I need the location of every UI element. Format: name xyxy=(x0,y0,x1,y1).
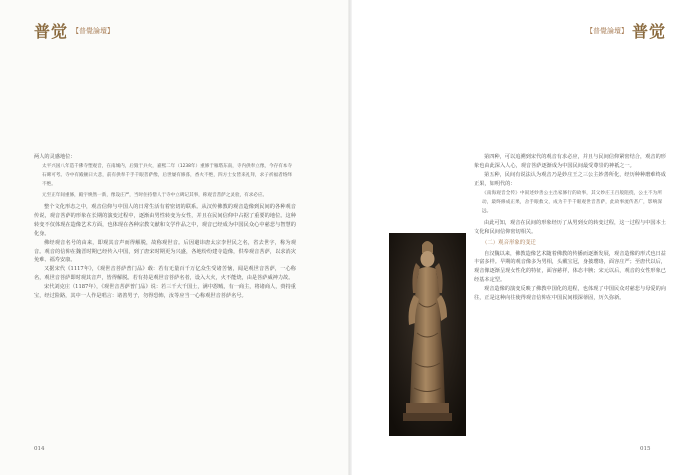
section-tag: 【普覺論壇】 xyxy=(585,26,628,35)
body-paragraph: 整个文化形态之中，观音信仰与中国人的日常生活有着密切的联系。从汉传佛教的观音造像到民间的各种观音传说，观音菩萨的形象在长期的演变过程中，逐渐由男性转变为女性，并且在民间信仰中占据了重要的地位。这种转变不仅体现在造像艺术方面，也体现在各种宗教文献和文学作品之中，观音已经成为中国民众心中慈悲与智慧的化身。 xyxy=(34,203,296,237)
right-page-header xyxy=(586,19,666,42)
body-paragraph: 第四种，可以追溯到宋代的观音有求必应，并且与民间信仰紧密结合，观音的形象也由此深入人心，观音菩萨逐渐成为中国民间最受尊崇的神祇之一。 xyxy=(474,154,666,169)
section-tag: 【普覺論壇】 xyxy=(72,26,115,35)
page-number-right: 015 xyxy=(640,446,651,452)
body-paragraph: 自汉魏以来，佛教造像艺术随着佛教的传播而逐渐发展，观音造像的形式也日益丰富多样。早期的观音像多为男相，头戴宝冠，身披璎珞，面容庄严；至唐代以后，观音像逐渐呈现女性化的特征，面容慈祥，体态丰腴；宋元以后，观音的女性形象已经基本定型。 xyxy=(474,250,666,284)
body-paragraph: 宋代刘克庄（1187年），《观世音菩萨普门品》说：若三千大千国土，满中怨贼，有一商主，将诸商人，赍持重宝，经过险路，其中一人作是唱言：诸善男子，勿得恐怖，汝等应当一心称观世音菩萨名号。 xyxy=(34,284,296,300)
right-body-text xyxy=(474,153,666,303)
section-heading: （二）观音形象的变迁 xyxy=(482,239,536,246)
logo: 普觉 xyxy=(34,22,69,41)
body-paragraph: 又据宋代《1117年》，《观世音菩萨普门品》载：若有无量百千万亿众生受诸苦恼，闻是观世音菩萨，一心称名，观世音菩萨即时观其音声，皆得解脱。若有持是观世音菩萨名者，设入大火，火不能烧，由是菩萨威神力故。 xyxy=(34,266,296,282)
body-paragraph: 两人的灵感地位： xyxy=(34,154,76,160)
left-body-text xyxy=(34,153,296,301)
block-quote: 《南海观音全传》中叙述妙善公主出家修行的故事，其父妙庄王百般阻挠，公主不为所动，最终修成正果，舍手眼救父，成为千手千眼观世音菩萨，此故事流传甚广，影响深远。 xyxy=(482,190,662,214)
body-paragraph: 观音造像的演变反映了佛教中国化的进程，也体现了中国民众对慈悲与母爱的向往，正是这种向往使得观音信仰在中国民间根深蒂固，历久弥新。 xyxy=(474,286,666,302)
body-paragraph: 佛经观音名号的由来，即观其音声而得解脱，故称观世音。后因避讳唐太宗李世民之名，省去世字，称为观音。观音的信仰在魏晋时期已经传入中国，到了唐宋时期更为兴盛，各地纷纷建寺造像，供奉观音菩萨，以求消灾免难、福寿安康。 xyxy=(34,239,296,264)
body-paragraph: 由此可知，观音在民间的形象经历了从男到女的转变过程，这一过程与中国本土文化和民间信仰密切相关。 xyxy=(474,219,666,235)
block-quote: 元至正年间重修，殿宇焕然一新，像设庄严，当时住持僧人于寺中立碑记其事，称观音菩萨之灵验，有求必应。 xyxy=(42,192,268,198)
page-number-left: 014 xyxy=(34,446,45,452)
book-gutter xyxy=(348,0,352,475)
bodhisattva-statue-image xyxy=(389,233,466,436)
block-quote: 太平兴国八年造千佛寺塑观音，在南城内，后毁于兵火，嘉熙二年（1238年）重修于雁塔东南，寺内供奉立像，今存有本寺石碑可考。寺中有殿额曰大悲，前有供奉千手千眼菩萨像，后世屡有修葺，香火不绝，四方士女皆来礼拜，求子祈福者络绎不绝。 xyxy=(42,163,292,187)
logo: 普觉 xyxy=(631,22,666,41)
body-paragraph: 第五种，民间有说法认为观音乃是妙庄王之三公主妙善所化，经历种种磨难终成正果，如明代的： xyxy=(474,171,666,187)
left-page-header xyxy=(34,19,114,42)
